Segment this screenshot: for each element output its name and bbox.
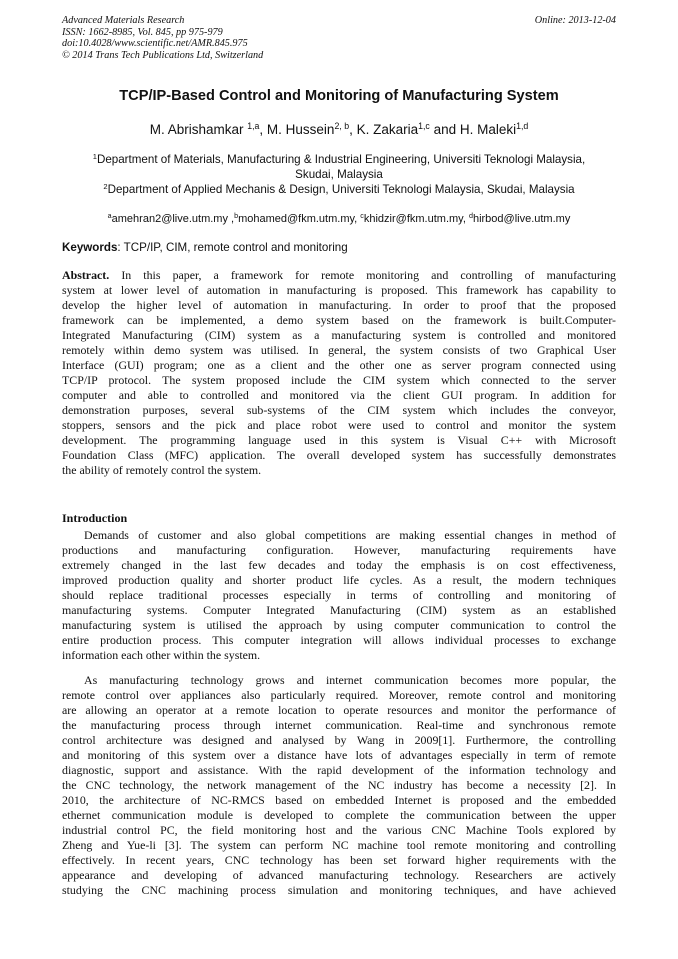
author-name: , M. Hussein: [259, 122, 335, 137]
body-line: industrial control PC, the field monitoring host and the various CNC Machine Tools explored by: [62, 823, 616, 837]
body-line: ethernet communication module is developed to complete the communication between the upper: [62, 808, 616, 822]
issn-line: ISSN: 1662-8985, Vol. 845, pp 975-979: [62, 26, 223, 38]
email-address: mohamed@fkm.utm.my,: [238, 213, 361, 225]
body-line: improved production quality and shorter product life cycles. As a result, the modern techniques: [62, 573, 616, 587]
abstract-line: remotely within demo system was utilised. In general, the system consists of two Graphical User: [62, 343, 616, 357]
email-mark: d: [468, 212, 473, 221]
doi-line: doi:10.4028/www.scientific.net/AMR.845.975: [62, 38, 248, 50]
body-line: diagnostic, support and assistance. With the rapid development of the information technology and: [62, 763, 616, 777]
introduction-paragraph-1: [62, 528, 616, 663]
keywords-label: Keywords: [62, 241, 118, 254]
abstract-line: the ability of remotely control the system.: [62, 463, 262, 477]
body-line: are allowing an operator at a remote location to operate resources and monitor the performance of: [62, 703, 616, 717]
introduction-paragraph-2: [62, 673, 616, 898]
body-line: As manufacturing technology grows and internet communication becomes more popular, the: [84, 673, 616, 687]
abstract-line: demonstration purposes, several sub-systems of the CIM system which includes the conveyor,: [62, 403, 616, 417]
email-address: khidzir@fkm.utm.my,: [363, 213, 469, 225]
journal-name: Advanced Materials Research: [62, 15, 185, 26]
body-line: manufacturing system is utilised the approach by using computer communication to control the: [62, 618, 616, 632]
email-address: hirbod@live.utm.my: [472, 213, 571, 225]
abstract-line: framework can be implemented, a demo system based on the framework is built.Computer-: [62, 313, 616, 327]
body-line: control architecture was designed and analysed by Wang in 2009[1]. Furthermore, the controlling: [62, 733, 616, 747]
affiliation-text: Department of Materials, Manufacturing & Industrial Engineering, Universiti Teknologi Malaysia,: [96, 153, 586, 166]
body-line: effectively. In recent years, CNC technology has been set forward higher requirements with the: [62, 853, 616, 867]
author-list: [62, 122, 616, 137]
body-line: the manufacturing process through internet communication. Real-time and synchronous remote: [62, 718, 616, 732]
abstract-line: stoppers, sensors and the pick and place robot were used to control and monitor the system: [62, 418, 616, 432]
email-mark: c: [360, 212, 364, 221]
affiliation-text: Department of Applied Mechanis & Design, Universiti Teknologi Malaysia, Skudai, Malaysia: [107, 183, 575, 196]
body-line: remote control over appliances also particularly required. Moreover, remote control and monitoring: [62, 688, 616, 702]
body-line: studying the CNC machining process simulation and monitoring techniques, and have achieved: [62, 883, 616, 897]
body-line: Demands of customer and also global competitions are making essential changes in method of: [84, 528, 616, 542]
author-name: M. Abrishamkar: [149, 122, 248, 137]
affiliation-mark: 1: [92, 151, 97, 161]
affiliation-text: Skudai, Malaysia: [295, 167, 383, 181]
author-affiliation-mark: 2, b: [334, 121, 350, 132]
author-name: , K. Zakaria: [349, 122, 419, 137]
abstract-line: In this paper, a framework for remote monitoring and controlling of manufacturing: [109, 268, 616, 282]
author-name: and H. Maleki: [429, 122, 517, 137]
journal-header: [62, 15, 616, 61]
abstract-block: [62, 268, 616, 478]
body-line: appearance and developing of advanced manufacturing technology. Researchers are actively: [62, 868, 616, 882]
email-list: [62, 213, 616, 225]
abstract-line: Interface (GUI) program; one as a client and the other one as server program connected using: [62, 358, 616, 372]
abstract-line: computer and able to controlled and monitored via the client GUI program. In addition for: [62, 388, 616, 402]
body-line: manufacturing systems. Computer Integrated Manufacturing (CIM) system as an established: [62, 603, 616, 617]
abstract-line: TCP/IP protocol. The system proposed include the CIM system which connected to the server: [62, 373, 616, 387]
copyright-line: © 2014 Trans Tech Publications Ltd, Switzerland: [62, 49, 264, 61]
keywords-line: [62, 241, 616, 254]
abstract-label: Abstract.: [62, 268, 110, 282]
keywords-text: : TCP/IP, CIM, remote control and monitoring: [117, 241, 348, 254]
body-line: information each other within the system.: [62, 648, 261, 662]
paper-title: TCP/IP-Based Control and Monitoring of Manufacturing System: [119, 88, 559, 104]
affiliation-mark: 2: [103, 181, 108, 191]
body-line: 2010, the architecture of NC-RMCS based on embedded Internet is proposed and the embedded: [62, 793, 616, 807]
email-mark: b: [234, 212, 239, 221]
online-date: Online: 2013-12-04: [534, 15, 616, 26]
body-line: Zheng and Yue-li [3]. The system can perform NC machine tool remote monitoring and controlling: [62, 838, 616, 852]
author-affiliation-mark: 1,d: [516, 121, 529, 132]
affiliation-2: [62, 183, 616, 198]
body-line: should replace traditional processes especially in terms of controlling and monitoring of: [62, 588, 616, 602]
body-line: and monitoring of this system over a distance have lots of advantages especially in term of remote: [62, 748, 616, 762]
introduction-heading: Introduction: [62, 511, 128, 525]
body-line: extremely changed in the last few decades and today the emphasis is on cost effectiveness,: [62, 558, 616, 572]
abstract-line: Integrated Manufacturing (CIM) system as a manufacturing system is controlled and monitored: [62, 328, 616, 342]
abstract-line: system at lower level of automation in manufacturing is proposed. This framework has capability to: [62, 283, 616, 297]
affiliation-1: [62, 153, 616, 182]
body-line: productions and manufacturing configuration. However, manufacturing requirements have: [62, 543, 616, 557]
abstract-line: Foundation Class (MFC) application. The overall developed system has successfully demonstrates: [62, 448, 616, 462]
abstract-line: development. The programming language used in this system is Visual C++ with Microsoft: [62, 433, 616, 447]
author-affiliation-mark: 1,a: [247, 121, 260, 132]
body-line: the CNC technology, the network management of the NC industry has become a necessity [2]. In: [62, 778, 616, 792]
email-mark: a: [107, 212, 112, 221]
author-affiliation-mark: 1,c: [418, 121, 430, 132]
email-address: amehran2@live.utm.my ,: [111, 213, 235, 225]
abstract-line: develop the higher level of automation in manufacturing. In order to proof that the proposed: [62, 298, 616, 312]
body-line: entire production process. This computer integration will allows individual processes to exchange: [62, 633, 616, 647]
